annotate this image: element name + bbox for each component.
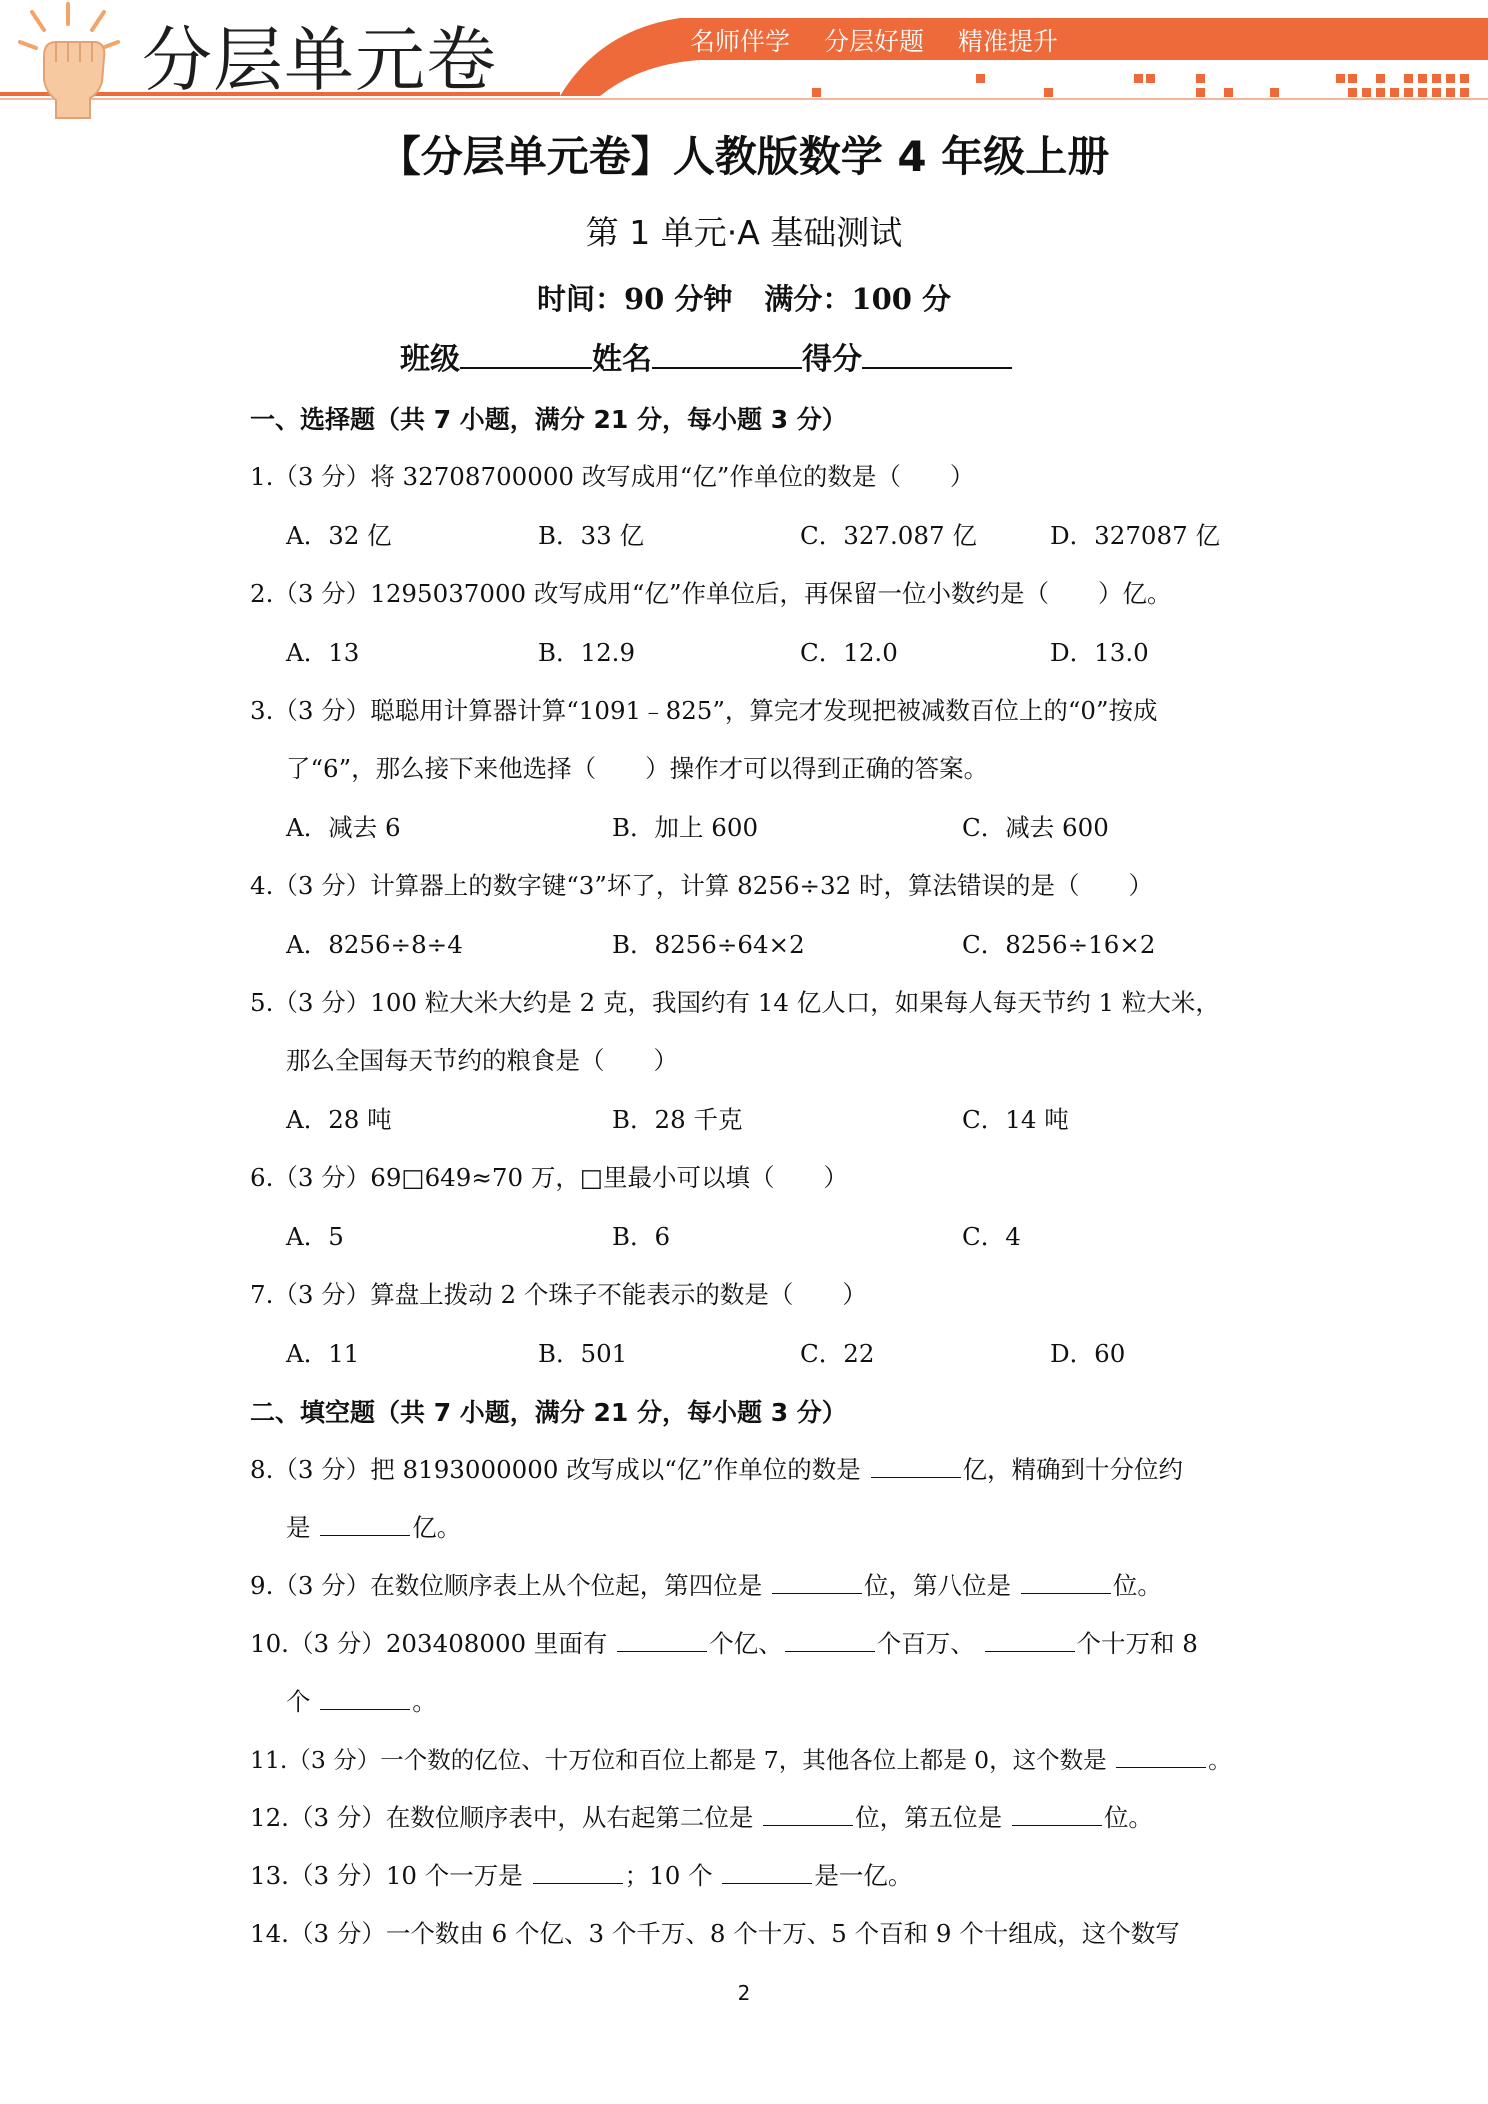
q13-blank-2[interactable]: [722, 1863, 812, 1884]
question-9: [250, 1567, 1162, 1602]
q12-blank-1[interactable]: [763, 1805, 853, 1826]
q11-blank-1[interactable]: [1116, 1747, 1206, 1768]
q3-option-a[interactable]: A．减去 6: [286, 813, 401, 842]
page-title: 【分层单元卷】人教版数学 4 年级上册: [378, 132, 1110, 181]
grade-label: 得分: [802, 342, 862, 377]
fist-logo-icon: [10, 2, 130, 120]
slogan-bar: [690, 22, 1084, 58]
q9-text-3: 位。: [1112, 1571, 1162, 1600]
q5-option-c[interactable]: C．14 吨: [962, 1105, 1069, 1134]
q12-blank-2[interactable]: [1012, 1805, 1102, 1826]
q10-text-3: 个百万、: [876, 1629, 975, 1658]
question-8: [250, 1451, 1183, 1486]
q9-text-2: 位，第八位是: [864, 1571, 1012, 1600]
q2-option-d[interactable]: D．13.0: [1050, 638, 1149, 667]
question-5: 5.（3 分）100 粒大米大约是 2 克，我国约有 14 亿人口，如果每人每天节约 1 粒大米，: [250, 988, 1220, 1017]
slogan-3: 精准提升: [957, 27, 1058, 56]
score-label: 满分：100 分: [764, 282, 952, 316]
q10-text-4: 个十万和 8: [1076, 1629, 1198, 1658]
q6-option-c[interactable]: C．4: [962, 1222, 1021, 1251]
header-banner: [0, 0, 1488, 120]
q8-blank-1[interactable]: [871, 1457, 961, 1478]
question-10-cont: [286, 1683, 437, 1718]
q9-text-1: 9.（3 分）在数位顺序表上从个位起，第四位是: [250, 1571, 763, 1600]
q6-option-a[interactable]: A．5: [286, 1222, 344, 1251]
q8-text-4: 亿。: [412, 1513, 462, 1542]
q10-blank-2[interactable]: [785, 1631, 875, 1652]
q8-blank-2[interactable]: [320, 1515, 410, 1536]
q4-option-b[interactable]: B．8256÷64×2: [612, 930, 805, 959]
q2-option-b[interactable]: B．12.9: [538, 638, 636, 667]
q12-text-1: 12.（3 分）在数位顺序表中，从右起第二位是: [250, 1803, 754, 1832]
section-heading-fill: 二、填空题（共 7 小题，满分 21 分，每小题 3 分）: [250, 1398, 847, 1427]
q8-text-2: 亿，精确到十分位约: [962, 1455, 1184, 1484]
question-6: 6.（3 分）69□649≈70 万，□里最小可以填（ ）: [250, 1163, 848, 1192]
q10-blank-3[interactable]: [985, 1631, 1075, 1652]
q7-option-a[interactable]: A．11: [286, 1339, 360, 1368]
slogan-1: 名师伴学: [690, 27, 791, 56]
q10-blank-4[interactable]: [320, 1689, 410, 1710]
q11-text-1: 11.（3 分）一个数的亿位、十万位和百位上都是 7，其他各位上都是 0，这个数是: [250, 1746, 1107, 1774]
q3-option-b[interactable]: B．加上 600: [612, 813, 759, 842]
page-subtitle: 第 1 单元·A 基础测试: [585, 213, 903, 252]
q6-option-b[interactable]: B．6: [612, 1222, 671, 1251]
q9-blank-2[interactable]: [1021, 1573, 1111, 1594]
q12-text-3: 位。: [1103, 1803, 1153, 1832]
section-heading-choice: 一、选择题（共 7 小题，满分 21 分，每小题 3 分）: [250, 405, 847, 434]
q7-option-d[interactable]: D．60: [1050, 1339, 1126, 1368]
q5-option-b[interactable]: B．28 千克: [612, 1105, 743, 1134]
q10-text-1: 10.（3 分）203408000 里面有: [250, 1629, 608, 1658]
q12-text-2: 位，第五位是: [855, 1803, 1003, 1832]
q3-option-c[interactable]: C．减去 600: [962, 813, 1109, 842]
class-label: 班级: [400, 342, 460, 377]
q10-text-2: 个亿、: [709, 1629, 783, 1658]
q13-blank-1[interactable]: [533, 1863, 623, 1884]
name-label: 姓名: [592, 342, 652, 377]
q5-option-a[interactable]: A．28 吨: [286, 1105, 392, 1134]
question-4: 4.（3 分）计算器上的数字键“3”坏了，计算 8256÷32 时，算法错误的是（ ）: [250, 871, 1154, 900]
student-info-line: [400, 334, 1012, 378]
q9-blank-1[interactable]: [772, 1573, 862, 1594]
q7-option-b[interactable]: B．501: [538, 1339, 628, 1368]
slogan-2: 分层好题: [823, 27, 924, 56]
question-7: 7.（3 分）算盘上拨动 2 个珠子不能表示的数是（ ）: [250, 1280, 867, 1309]
q13-text-2: ；10 个: [624, 1861, 713, 1890]
question-10: [250, 1625, 1198, 1660]
q1-option-b[interactable]: B．33 亿: [538, 521, 644, 550]
time-label: 时间：90 分钟: [536, 282, 733, 316]
q1-option-d[interactable]: D．327087 亿: [1050, 521, 1220, 550]
q1-option-a[interactable]: A．32 亿: [286, 521, 392, 550]
q10-text-6: 。: [412, 1687, 437, 1716]
q11-text-2: 。: [1208, 1746, 1232, 1774]
q13-text-1: 13.（3 分）10 个一万是: [250, 1861, 523, 1890]
question-13: [250, 1857, 912, 1892]
name-blank[interactable]: [652, 341, 802, 369]
q8-text-1: 8.（3 分）把 8193000000 改写成以“亿”作单位的数是: [250, 1455, 861, 1484]
question-11: [250, 1741, 1232, 1775]
grade-blank[interactable]: [862, 341, 1012, 369]
q2-option-c[interactable]: C．12.0: [800, 638, 898, 667]
q10-text-5: 个: [286, 1687, 311, 1716]
q4-option-c[interactable]: C．8256÷16×2: [962, 930, 1156, 959]
exam-info: [0, 277, 1488, 318]
question-3-cont: 了“6”，那么接下来他选择（ ）操作才可以得到正确的答案。: [286, 754, 989, 783]
q4-option-a[interactable]: A．8256÷8÷4: [286, 930, 463, 959]
q2-option-a[interactable]: A．13: [286, 638, 360, 667]
question-12: [250, 1799, 1153, 1834]
q13-text-3: 是一亿。: [814, 1861, 913, 1890]
question-5-cont: 那么全国每天节约的粮食是（ ）: [286, 1046, 678, 1075]
q10-blank-1[interactable]: [617, 1631, 707, 1652]
question-1: 1.（3 分）将 32708700000 改写成用“亿”作单位的数是（ ）: [250, 462, 975, 491]
question-8-cont: [286, 1509, 461, 1544]
page-number: 2: [737, 1981, 751, 2005]
q7-option-c[interactable]: C．22: [800, 1339, 875, 1368]
question-14: 14.（3 分）一个数由 6 个亿、3 个千万、8 个十万、5 个百和 9 个十组成，这个数写: [250, 1919, 1180, 1948]
question-3: 3.（3 分）聪聪用计算器计算“1091﹣825”，算完才发现把被减数百位上的“0”按成: [250, 696, 1158, 725]
q8-text-3: 是: [286, 1513, 311, 1542]
q1-option-c[interactable]: C．327.087 亿: [800, 521, 977, 550]
question-2: 2.（3 分）1295037000 改写成用“亿”作单位后，再保留一位小数约是（ ）亿。: [250, 579, 1172, 608]
class-blank[interactable]: [460, 341, 592, 369]
brand-title: 分层单元卷: [142, 19, 497, 101]
